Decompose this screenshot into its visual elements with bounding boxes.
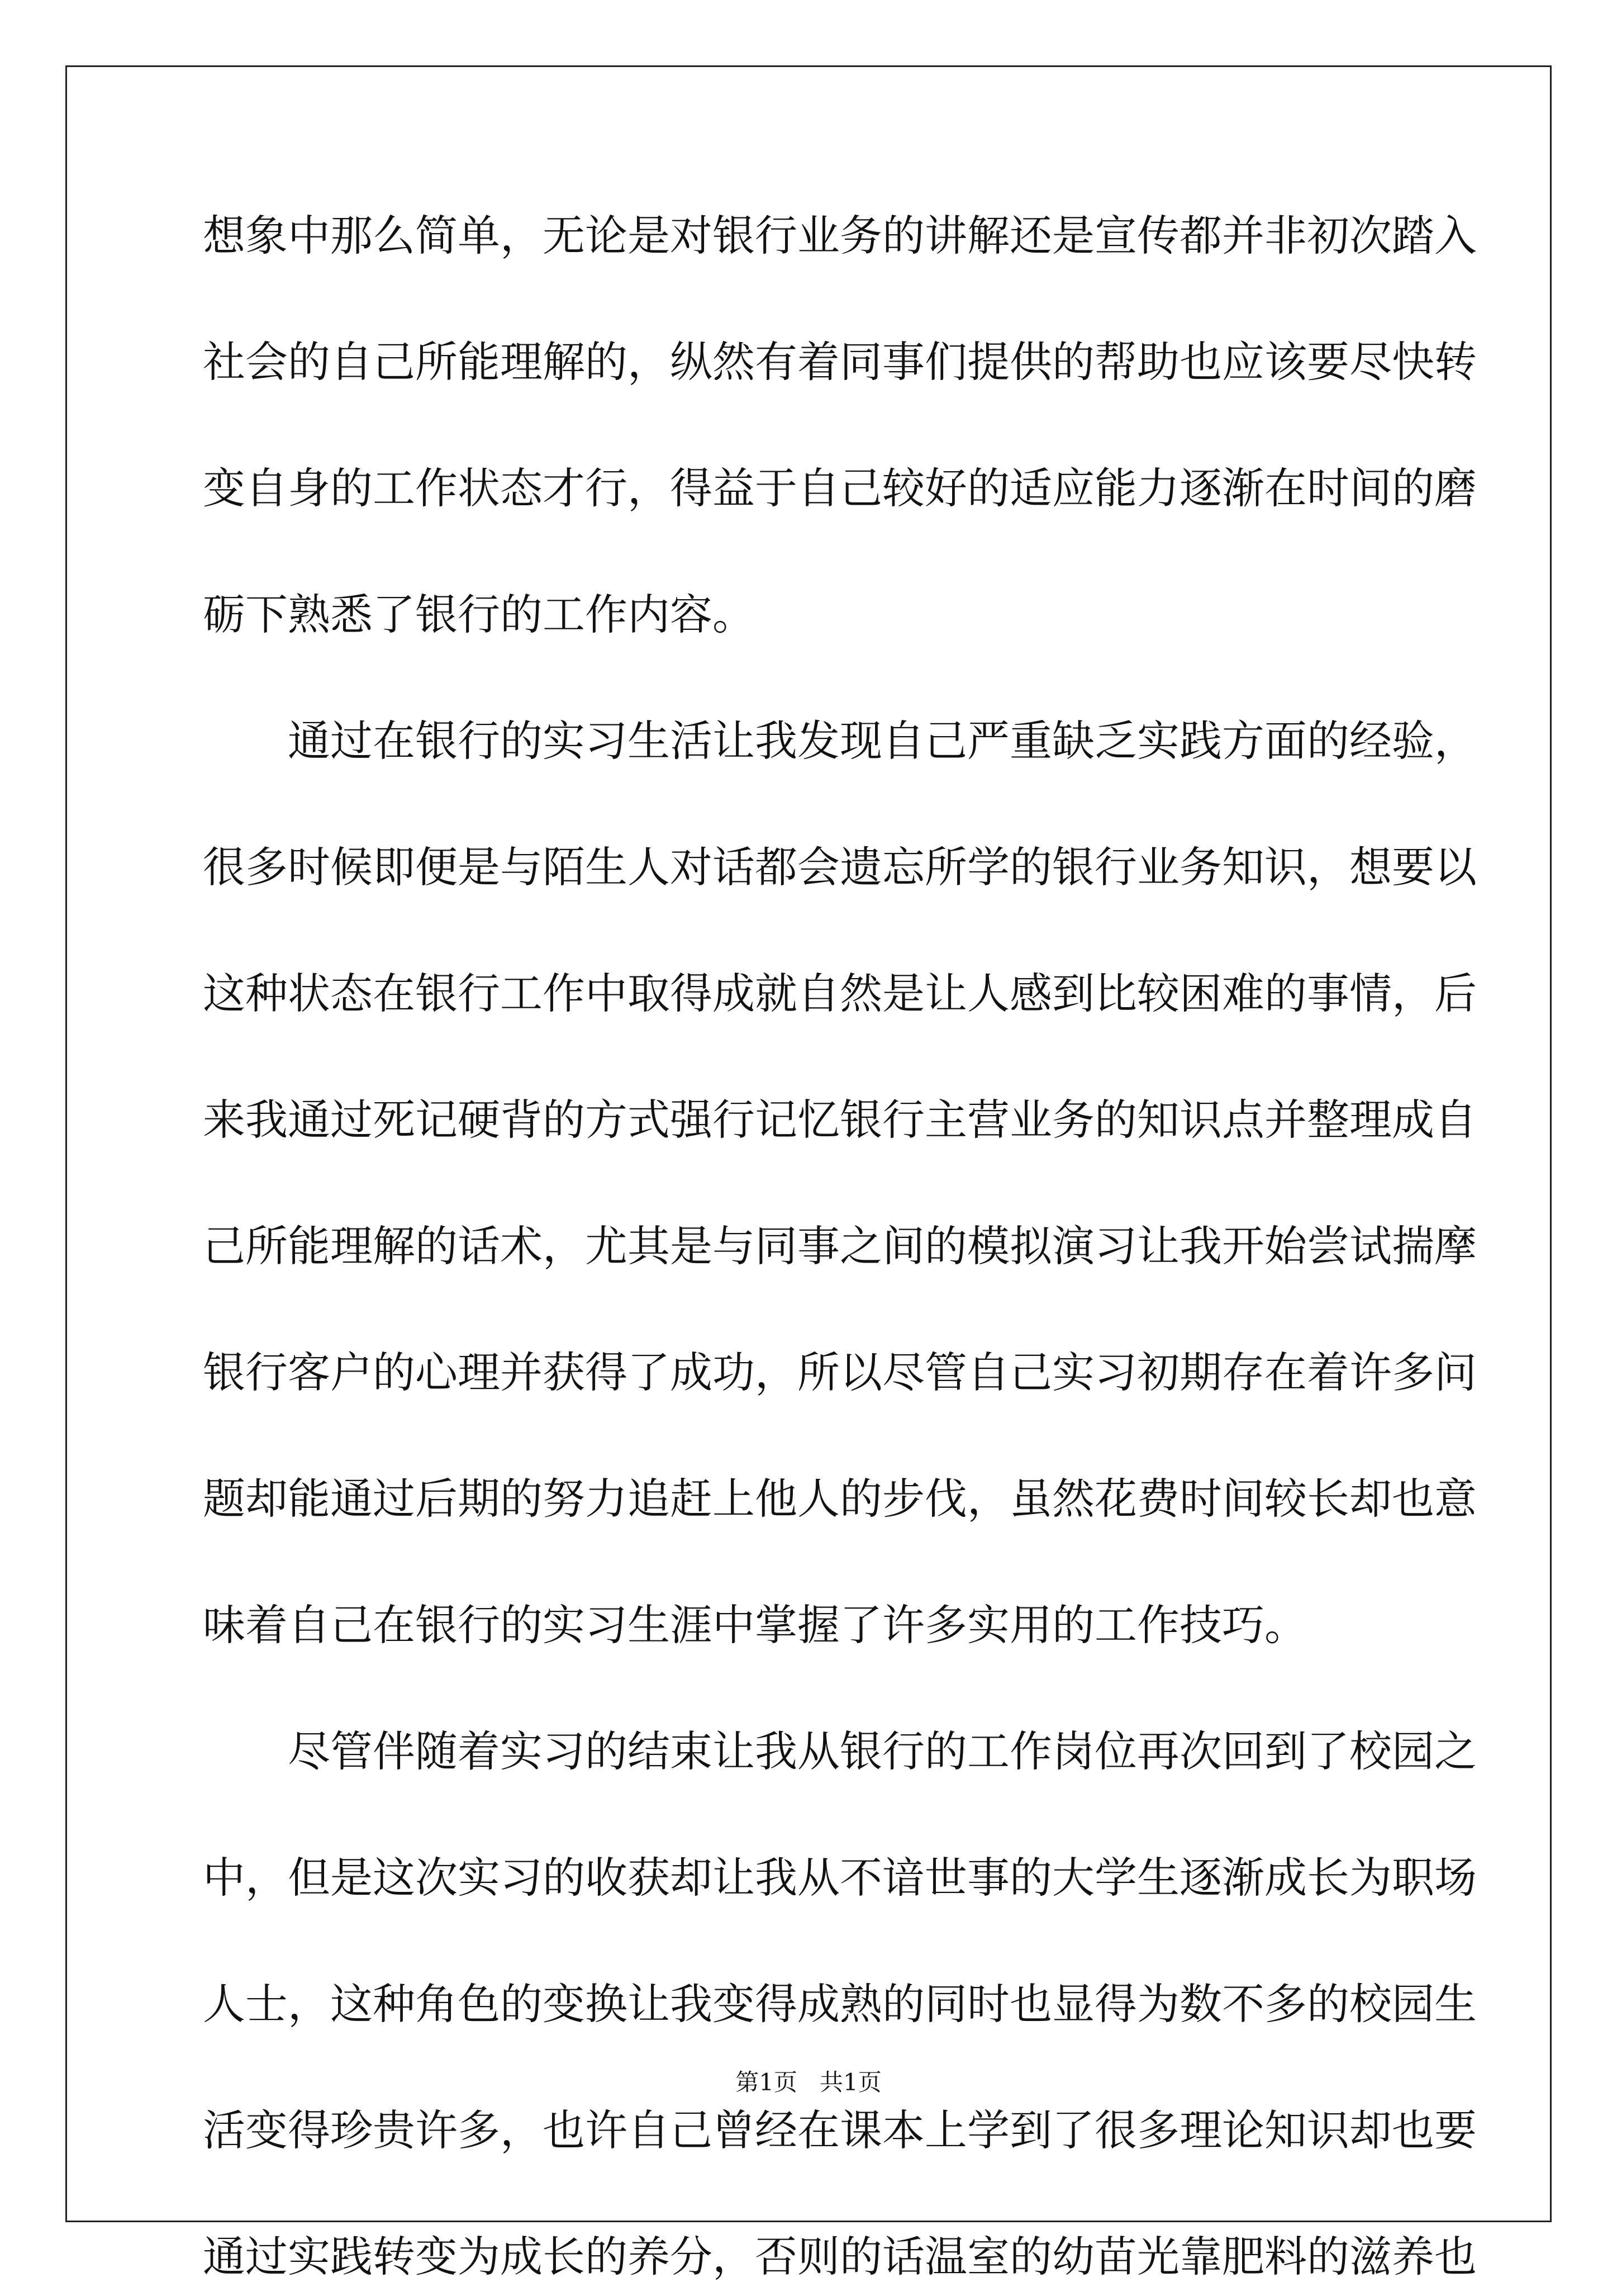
paragraph-line: 银行客户的心理并获得了成功，所以尽管自己实习初期存在着许多问 — [203, 1348, 1477, 1397]
paragraph-line: 活变得珍贵许多，也许自己曾经在课本上学到了很多理论知识却也要 — [203, 2105, 1477, 2155]
paragraph-line: 砺下熟悉了银行的工作内容。 — [203, 590, 755, 639]
page-footer — [0, 2066, 1617, 2099]
paragraph-line: 来我通过死记硬背的方式强行记忆银行主营业务的知识点并整理成自 — [203, 1095, 1477, 1145]
paragraph-line: 中，但是这次实习的收获却让我从不谙世事的大学生逐渐成长为职场 — [203, 1853, 1477, 1903]
page-number: 第1页 — [735, 2069, 797, 2096]
paragraph-line: 想象中那么简单，无论是对银行业务的讲解还是宣传都并非初次踏入 — [203, 211, 1477, 260]
paragraph-line: 社会的自己所能理解的，纵然有着同事们提供的帮助也应该要尽快转 — [203, 337, 1477, 387]
paragraph-line: 人士，这种角色的变换让我变得成熟的同时也显得为数不多的校园生 — [203, 1979, 1477, 2029]
paragraph-line: 题却能通过后期的努力追赶上他人的步伐，虽然花费时间较长却也意 — [203, 1474, 1477, 1524]
paragraph-line: 己所能理解的话术，尤其是与同事之间的模拟演习让我开始尝试揣摩 — [203, 1221, 1477, 1271]
paragraph-line: 通过在银行的实习生活让我发现自己严重缺乏实践方面的经验， — [288, 716, 1477, 766]
paragraph-line: 变自身的工作状态才行，得益于自己较好的适应能力逐渐在时间的磨 — [203, 463, 1477, 513]
paragraph-line: 很多时候即便是与陌生人对话都会遗忘所学的银行业务知识，想要以 — [203, 842, 1477, 892]
page-total: 共1页 — [820, 2069, 882, 2096]
footer-spacer — [797, 2069, 820, 2096]
paragraph-line: 尽管伴随着实习的结束让我从银行的工作岗位再次回到了校园之 — [288, 1726, 1477, 1776]
paragraph-line: 这种状态在银行工作中取得成就自然是让人感到比较困难的事情，后 — [203, 969, 1477, 1018]
paragraph-line: 味着自己在银行的实习生涯中掌握了许多实用的工作技巧。 — [203, 1600, 1307, 1650]
paragraph-line: 通过实践转变为成长的养分，否则的话温室的幼苗光靠肥料的滋养也 — [203, 2232, 1477, 2281]
